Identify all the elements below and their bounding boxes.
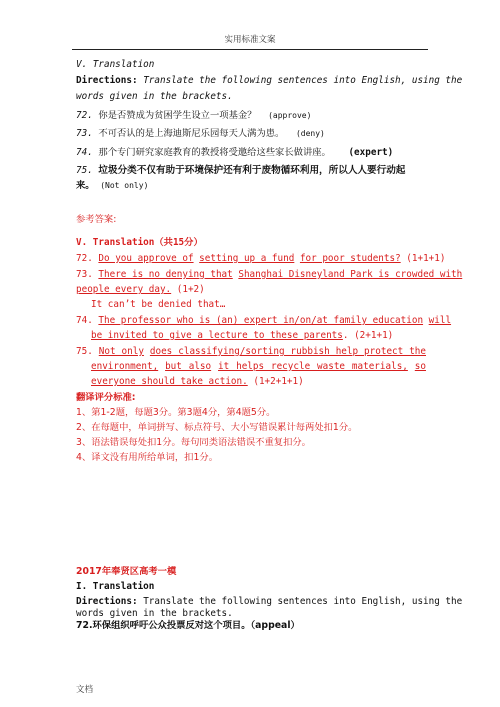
answer-74-line-1 — [76, 315, 452, 327]
answer-75-line-2 — [91, 361, 426, 373]
a72-part1: Do you approve of — [98, 253, 194, 264]
a72-num: 72. — [76, 253, 93, 264]
q73-hint: (deny) — [295, 129, 325, 138]
answer-75-line-1 — [76, 346, 426, 358]
section2-title: 2017年奉贤区高考一模 — [76, 566, 177, 577]
a75-so: so — [414, 361, 426, 372]
section2-directions-line-2: words given in the brackets. — [76, 608, 233, 619]
answer-75-line-3 — [91, 376, 426, 388]
scoring-rule-3: 3、语法错误每处扣1分。每句同类语法错误不重复扣分。 — [76, 437, 311, 448]
q72-num: 72. — [76, 110, 93, 121]
question-72 — [76, 110, 426, 122]
directions-text: Translate the following sentences into English, using the — [143, 75, 463, 86]
scoring-rule-4: 4、译文没有用所给单词，扣1分。 — [76, 452, 218, 463]
answer-73-line-2 — [76, 284, 426, 296]
answer-73-line-1 — [76, 269, 463, 281]
q74-text: 那个专门研究家庭教育的教授将受邀给这些家长做讲座。 — [98, 147, 331, 158]
q74-num: 74. — [76, 147, 93, 158]
a75-part2: it helps recycle waste materials, — [218, 361, 408, 372]
directions-line-1 — [76, 75, 463, 87]
a72-score: (1+1+1) — [406, 253, 446, 264]
a73-num: 73. — [76, 269, 93, 280]
a75-environment: environment, — [91, 361, 159, 372]
page-header: 实用标准文案 — [224, 35, 276, 45]
a75-not-only: Not only — [98, 346, 144, 357]
a74-part3: be invited to give a lecture to these parents — [91, 330, 343, 341]
section2-directions-label: Directions: — [76, 596, 138, 607]
a74-part2: will — [428, 315, 452, 326]
q73-num: 73. — [76, 128, 93, 139]
answer-72 — [76, 253, 446, 265]
a75-score: (1+2+1+1) — [253, 376, 304, 387]
q75-num: 75. — [76, 165, 93, 176]
question-75-line-2 — [76, 180, 426, 192]
answers-title: 参考答案: — [76, 214, 117, 225]
scoring-title: 翻译评分标准: — [76, 392, 136, 403]
a75-part3: everyone should take action. — [91, 376, 248, 387]
q73-text: 不可否认的是上海迪斯尼乐园每天人满为患。 — [98, 128, 285, 139]
a75-but-also: but also — [165, 361, 212, 372]
answers-heading: V. Translation（共15分） — [76, 237, 203, 248]
a73-part1: There is no denying that — [98, 269, 233, 280]
q72-text: 你是否赞成为贫困学生设立一项基金？ — [98, 110, 257, 121]
question-74 — [76, 147, 426, 159]
header-divider — [72, 49, 428, 50]
a72-part3: for poor students? — [299, 253, 401, 264]
a75-part1: does classifying/sorting rubbish help protect the — [149, 346, 426, 357]
q75-text: 垃圾分类不仅有助于环境保护还有利于废物循环利用，所以人人要行动起 — [98, 165, 406, 176]
answer-74-line-2: be invited to give a lecture to these parents. (2+1+1) — [91, 330, 394, 341]
section-title: V. Translation — [76, 59, 155, 70]
a74-score: (2+1+1) — [354, 330, 394, 341]
section2-directions-text: Translate the following sentences into English, using the — [143, 596, 463, 607]
q75-hint: (Not only) — [100, 181, 149, 190]
q75-text-cont: 来。 — [76, 180, 95, 191]
a74-num: 74. — [76, 315, 93, 326]
section2-subtitle: I. Translation — [76, 581, 155, 592]
a73-part3: people every day. — [76, 284, 172, 295]
q74-hint: (expert) — [348, 147, 394, 158]
answer-73-alt: It can’t be denied that… — [91, 299, 226, 310]
question-73 — [76, 128, 426, 140]
scoring-rule-2: 2、在每题中，单词拼写、标点符号、大小写错误累计每两处扣1分。 — [76, 422, 358, 433]
directions-line-2: words given in the brackets. — [76, 91, 233, 102]
scoring-rule-1: 1、第1-2题，每题3分。第3题4分，第4题5分。 — [76, 407, 276, 418]
q72-hint: (approve) — [268, 111, 312, 120]
a73-score: (1+2) — [176, 284, 205, 295]
a74-part1: The professor who is (an) expert in/on/at family education — [98, 315, 424, 326]
a75-num: 75. — [76, 346, 93, 357]
a72-part2: setting up a fund — [199, 253, 295, 264]
section2-directions-line-1 — [76, 596, 463, 608]
a73-part2: Shanghai Disneyland Park is crowded with — [238, 269, 463, 280]
page-footer: 文档 — [76, 685, 94, 695]
directions-label: Directions: — [76, 75, 138, 86]
question-75-line-1 — [76, 165, 426, 177]
section2-question-72: 72.环保组织呼吁公众投票反对这个项目。（appeal） — [76, 620, 300, 631]
